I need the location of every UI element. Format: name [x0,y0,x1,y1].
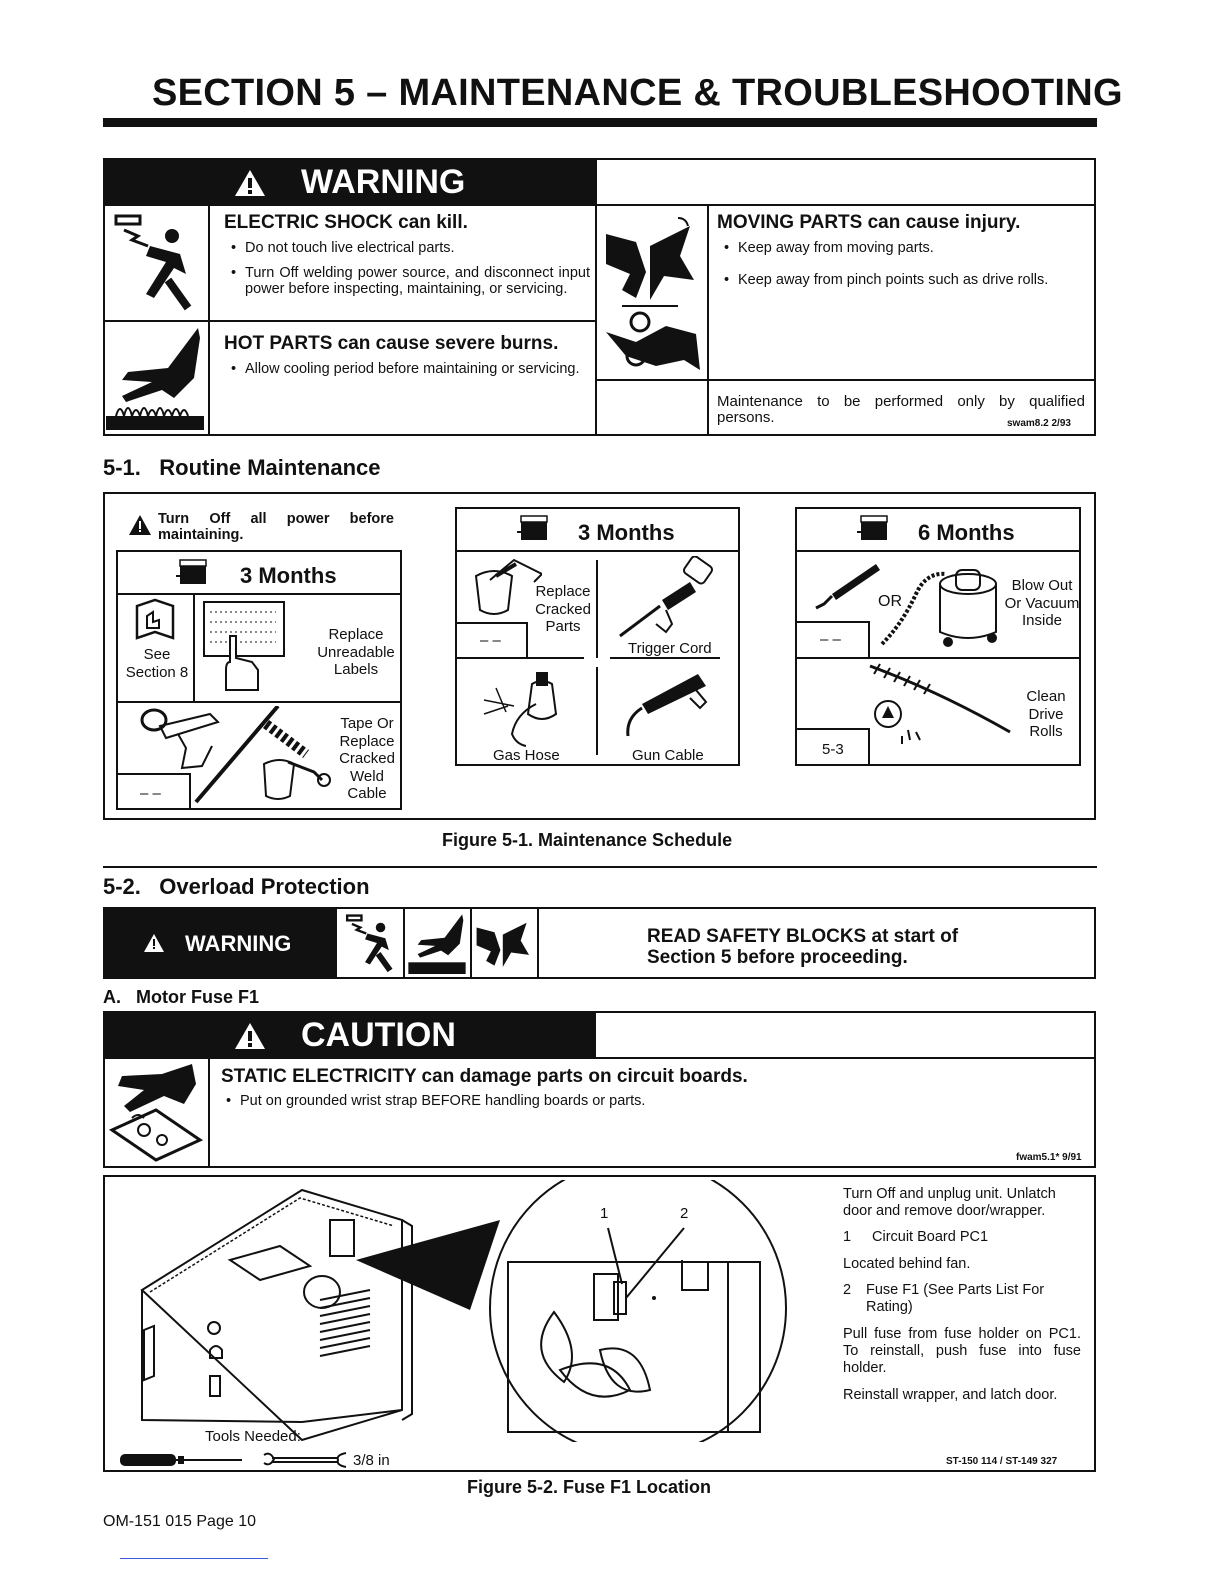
moving-parts-icon [473,912,535,974]
title-rule [103,118,1097,127]
electric-bullet-1: • Do not touch live electrical parts. [231,240,455,256]
warning-code: swam8.2 2/93 [1007,418,1071,429]
see-section-label: See Section 8 [125,646,189,681]
block3-ref-1: – – [820,631,841,648]
caution-banner: CAUTION [105,1013,596,1057]
electric-bullet-2: • Turn Off welding power source, and disconnect input power before inspecting, maintaining, or servicing. [231,265,590,297]
hot-parts-icon [106,324,204,430]
block2-months: 3 Months [578,520,675,545]
electric-shock-icon [110,210,202,314]
warning-triangle-icon [233,168,267,198]
tools-needed-label: Tools Needed: [205,1428,301,1445]
gas-hose-icon [476,664,576,750]
callout-1: 1 [600,1205,609,1222]
located-behind-fan: Located behind fan. [843,1256,971,1272]
clean-rolls-label: Clean Drive Rolls [1026,688,1066,740]
figure-5-2-caption: Figure 5-2. Fuse F1 Location [467,1477,712,1497]
instruction-pull-fuse: Pull fuse from fuse holder on PC1. To reinstall, push fuse into fuse holder. [843,1326,1081,1376]
welder-unit-illustration [130,1180,810,1442]
callout-2: 2 [680,1205,689,1222]
replace-cracked-parts: Replace Cracked Parts [535,583,591,635]
hot-bullet-1: • Allow cooling period before maintaining or servicing. [231,361,580,377]
air-blower-icon [812,560,880,616]
static-electricity-icon [108,1060,204,1162]
moving-parts-title: MOVING PARTS can cause injury. [717,212,1021,233]
gun-cable-icon [612,664,722,744]
replace-labels: Replace Unreadable Labels [317,626,395,678]
static-bullet-1: • Put on grounded wrist strap BEFORE handling boards or parts. [226,1093,646,1109]
caution-triangle-icon [128,514,152,536]
moving-bullet-1: • Keep away from moving parts. [724,240,934,256]
moving-bullet-2: • Keep away from pinch points such as drive rolls. [724,272,1049,288]
tape-replace-cable: Tape Or Replace Cracked Weld Cable [339,715,395,802]
gun-cable-label: Gun Cable [632,747,704,764]
block3-months: 6 Months [918,520,1015,545]
overload-warning-banner: WARNING [105,909,337,977]
overload-heading: 5-2. Overload Protection [103,874,370,899]
blow-vacuum-label: Blow Out Or Vacuum Inside [1004,577,1080,629]
warning-triangle-icon [143,933,165,953]
wrench-size: 3/8 in [353,1452,390,1469]
moving-parts-icon [600,210,704,374]
wrench-icon [262,1451,348,1469]
caution-code: fwam5.1* 9/91 [1016,1152,1082,1163]
item-2-number: 2 [843,1282,852,1298]
item-1-circuit-board: Circuit Board PC1 [872,1229,989,1245]
static-title: STATIC ELECTRICITY can damage parts on circuit boards. [221,1066,748,1087]
hot-parts-title: HOT PARTS can cause severe burns. [224,333,559,354]
electric-shock-title: ELECTRIC SHOCK can kill. [224,212,468,233]
trigger-cord-icon [614,556,718,640]
footer-link-rule [120,1558,268,1559]
block3-ref-2: 5-3 [822,741,844,758]
trigger-cord-label: Trigger Cord [628,640,712,657]
figure-code: ST-150 114 / ST-149 327 [946,1456,1058,1467]
warning-banner: WARNING [105,160,596,204]
weld-cable-icon [138,706,338,806]
drive-roll-brush-icon [866,662,1016,758]
warning-triangle-icon [233,1021,267,1051]
motor-fuse-subheading: A. Motor Fuse F1 [103,987,260,1007]
calendar-icon [176,558,208,586]
turn-off-note: Turn Off all power before maintaining. [158,511,394,543]
section-title: SECTION 5 – MAINTENANCE & TROUBLESHOOTING [152,72,1123,114]
instruction-unplug: Turn Off and unplug unit. Unlatch door and remove door/wrapper. [843,1186,1056,1219]
or-label: OR [878,593,902,610]
page-footer: OM-151 015 Page 10 [103,1513,256,1530]
qualified-note: Maintenance to be performed only by qualified persons. [717,393,1085,426]
hot-parts-icon [406,912,468,974]
label-replace-icon [200,600,290,696]
block1-months: 3 Months [240,563,337,588]
read-safety-blocks: READ SAFETY BLOCKS at start of Section 5 before proceeding. [647,926,959,968]
manual-book-icon [133,598,177,642]
calendar-icon [517,514,549,542]
vacuum-icon [876,560,1004,652]
figure-5-1-caption: Figure 5-1. Maintenance Schedule [442,830,733,850]
instruction-reinstall: Reinstall wrapper, and latch door. [843,1387,1058,1403]
block2-ref: – – [480,632,501,649]
electric-shock-icon [340,912,402,974]
item-1-number: 1 [843,1229,852,1245]
calendar-icon [857,514,889,542]
item-2-fuse: Fuse F1 (See Parts List For Rating) [866,1282,1045,1315]
screwdriver-icon [118,1452,246,1468]
gas-hose-label: Gas Hose [493,747,560,764]
routine-heading: 5-1. Routine Maintenance [103,455,381,480]
block1-ref: – – [140,785,161,802]
